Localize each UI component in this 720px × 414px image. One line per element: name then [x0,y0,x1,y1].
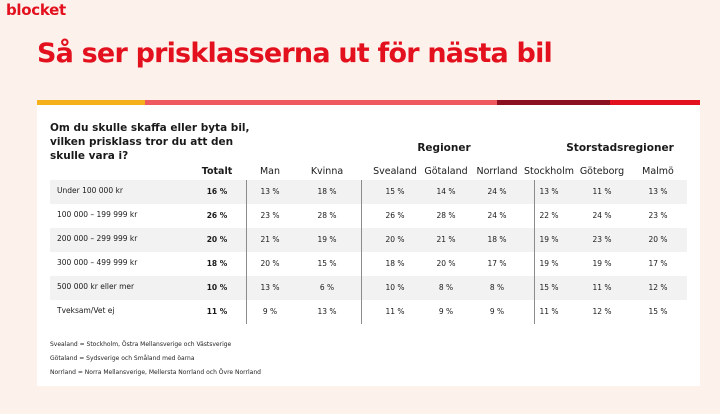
cell-stockholm: 19 % [539,235,559,244]
page-title: Så ser prisklasserna ut för nästa bil [37,38,552,69]
cell-norrland: 17 % [487,259,507,268]
cell-goteborg: 12 % [592,307,612,316]
row-label: 500 000 kr eller mer [57,282,135,291]
column-divider [361,180,362,324]
group-heading-regioner: Regioner [417,142,471,154]
cell-gotaland: 20 % [436,259,456,268]
accent-bar-yellow [37,100,145,105]
cell-man: 13 % [260,283,280,292]
cell-kvinna: 18 % [317,187,337,196]
cell-kvinna: 13 % [317,307,337,316]
row-label: Under 100 000 kr [57,186,123,195]
cell-total: 26 % [206,211,228,220]
cell-gotaland: 21 % [436,235,456,244]
row-label: Tveksam/Vet ej [57,306,115,315]
column-header-goteborg: Göteborg [579,166,625,177]
cell-man: 21 % [260,235,280,244]
table-row [50,252,687,276]
column-header-norrland: Norrland [476,166,518,177]
cell-man: 9 % [262,307,278,316]
cell-gotaland: 8 % [438,283,454,292]
cell-svealand: 11 % [385,307,405,316]
cell-svealand: 18 % [385,259,405,268]
cell-norrland: 9 % [489,307,505,316]
accent-bar-coral [145,100,497,105]
cell-goteborg: 23 % [592,235,612,244]
column-divider [246,180,247,324]
cell-total: 10 % [206,283,228,292]
accent-bar-red [610,100,700,105]
accent-bar-dark-red [497,100,610,105]
cell-total: 18 % [206,259,228,268]
table-row [50,300,687,324]
column-header-kvinna: Kvinna [310,166,344,177]
column-header-man: Man [259,166,281,177]
cell-goteborg: 11 % [592,187,612,196]
cell-total: 11 % [206,307,228,316]
cell-stockholm: 15 % [539,283,559,292]
column-header-svealand: Svealand [373,166,417,177]
cell-svealand: 10 % [385,283,405,292]
cell-total: 20 % [206,235,228,244]
footnote-svealand: Svealand = Stockholm, Östra Mellansverige och Västsverige [50,341,232,348]
cell-norrland: 8 % [489,283,505,292]
cell-malmo: 23 % [648,211,668,220]
cell-goteborg: 11 % [592,283,612,292]
column-header-total: Totalt [201,166,233,177]
table-row [50,180,687,204]
cell-malmo: 15 % [648,307,668,316]
cell-stockholm: 19 % [539,259,559,268]
cell-malmo: 13 % [648,187,668,196]
cell-svealand: 20 % [385,235,405,244]
survey-table-card [37,100,700,386]
cell-man: 13 % [260,187,280,196]
column-header-malmo: Malmö [642,166,674,177]
cell-kvinna: 19 % [317,235,337,244]
blocket-logo[interactable]: blocket [6,1,66,19]
cell-norrland: 24 % [487,187,507,196]
cell-stockholm: 11 % [539,307,559,316]
cell-gotaland: 28 % [436,211,456,220]
cell-goteborg: 24 % [592,211,612,220]
cell-goteborg: 19 % [592,259,612,268]
cell-svealand: 26 % [385,211,405,220]
cell-man: 23 % [260,211,280,220]
table-row [50,228,687,252]
table-row [50,276,687,300]
cell-stockholm: 13 % [539,187,559,196]
cell-stockholm: 22 % [539,211,559,220]
column-header-stockholm: Stockholm [523,166,575,177]
row-label: 200 000 – 299 999 kr [57,234,138,243]
column-header-gotaland: Götaland [424,166,468,177]
cell-norrland: 24 % [487,211,507,220]
cell-man: 20 % [260,259,280,268]
table-row [50,204,687,228]
survey-question: Om du skulle skaffa eller byta bil, vilken prisklass tror du att den skulle vara i? [50,122,250,162]
footnote-gotaland: Götaland = Sydsverige och Småland med öarna [50,355,195,362]
cell-kvinna: 6 % [319,283,335,292]
cell-malmo: 12 % [648,283,668,292]
cell-gotaland: 14 % [436,187,456,196]
row-label: 100 000 – 199 999 kr [57,210,138,219]
cell-kvinna: 15 % [317,259,337,268]
cell-kvinna: 28 % [317,211,337,220]
cell-svealand: 15 % [385,187,405,196]
cell-total: 16 % [206,187,228,196]
cell-malmo: 20 % [648,235,668,244]
cell-malmo: 17 % [648,259,668,268]
group-heading-storstadsregioner: Storstadsregioner [566,142,674,154]
column-divider [534,180,535,324]
cell-gotaland: 9 % [438,307,454,316]
cell-norrland: 18 % [487,235,507,244]
row-label: 300 000 – 499 999 kr [57,258,138,267]
footnote-norrland: Norrland = Norra Mellansverige, Mellersta Norrland och Övre Norrland [50,369,261,376]
